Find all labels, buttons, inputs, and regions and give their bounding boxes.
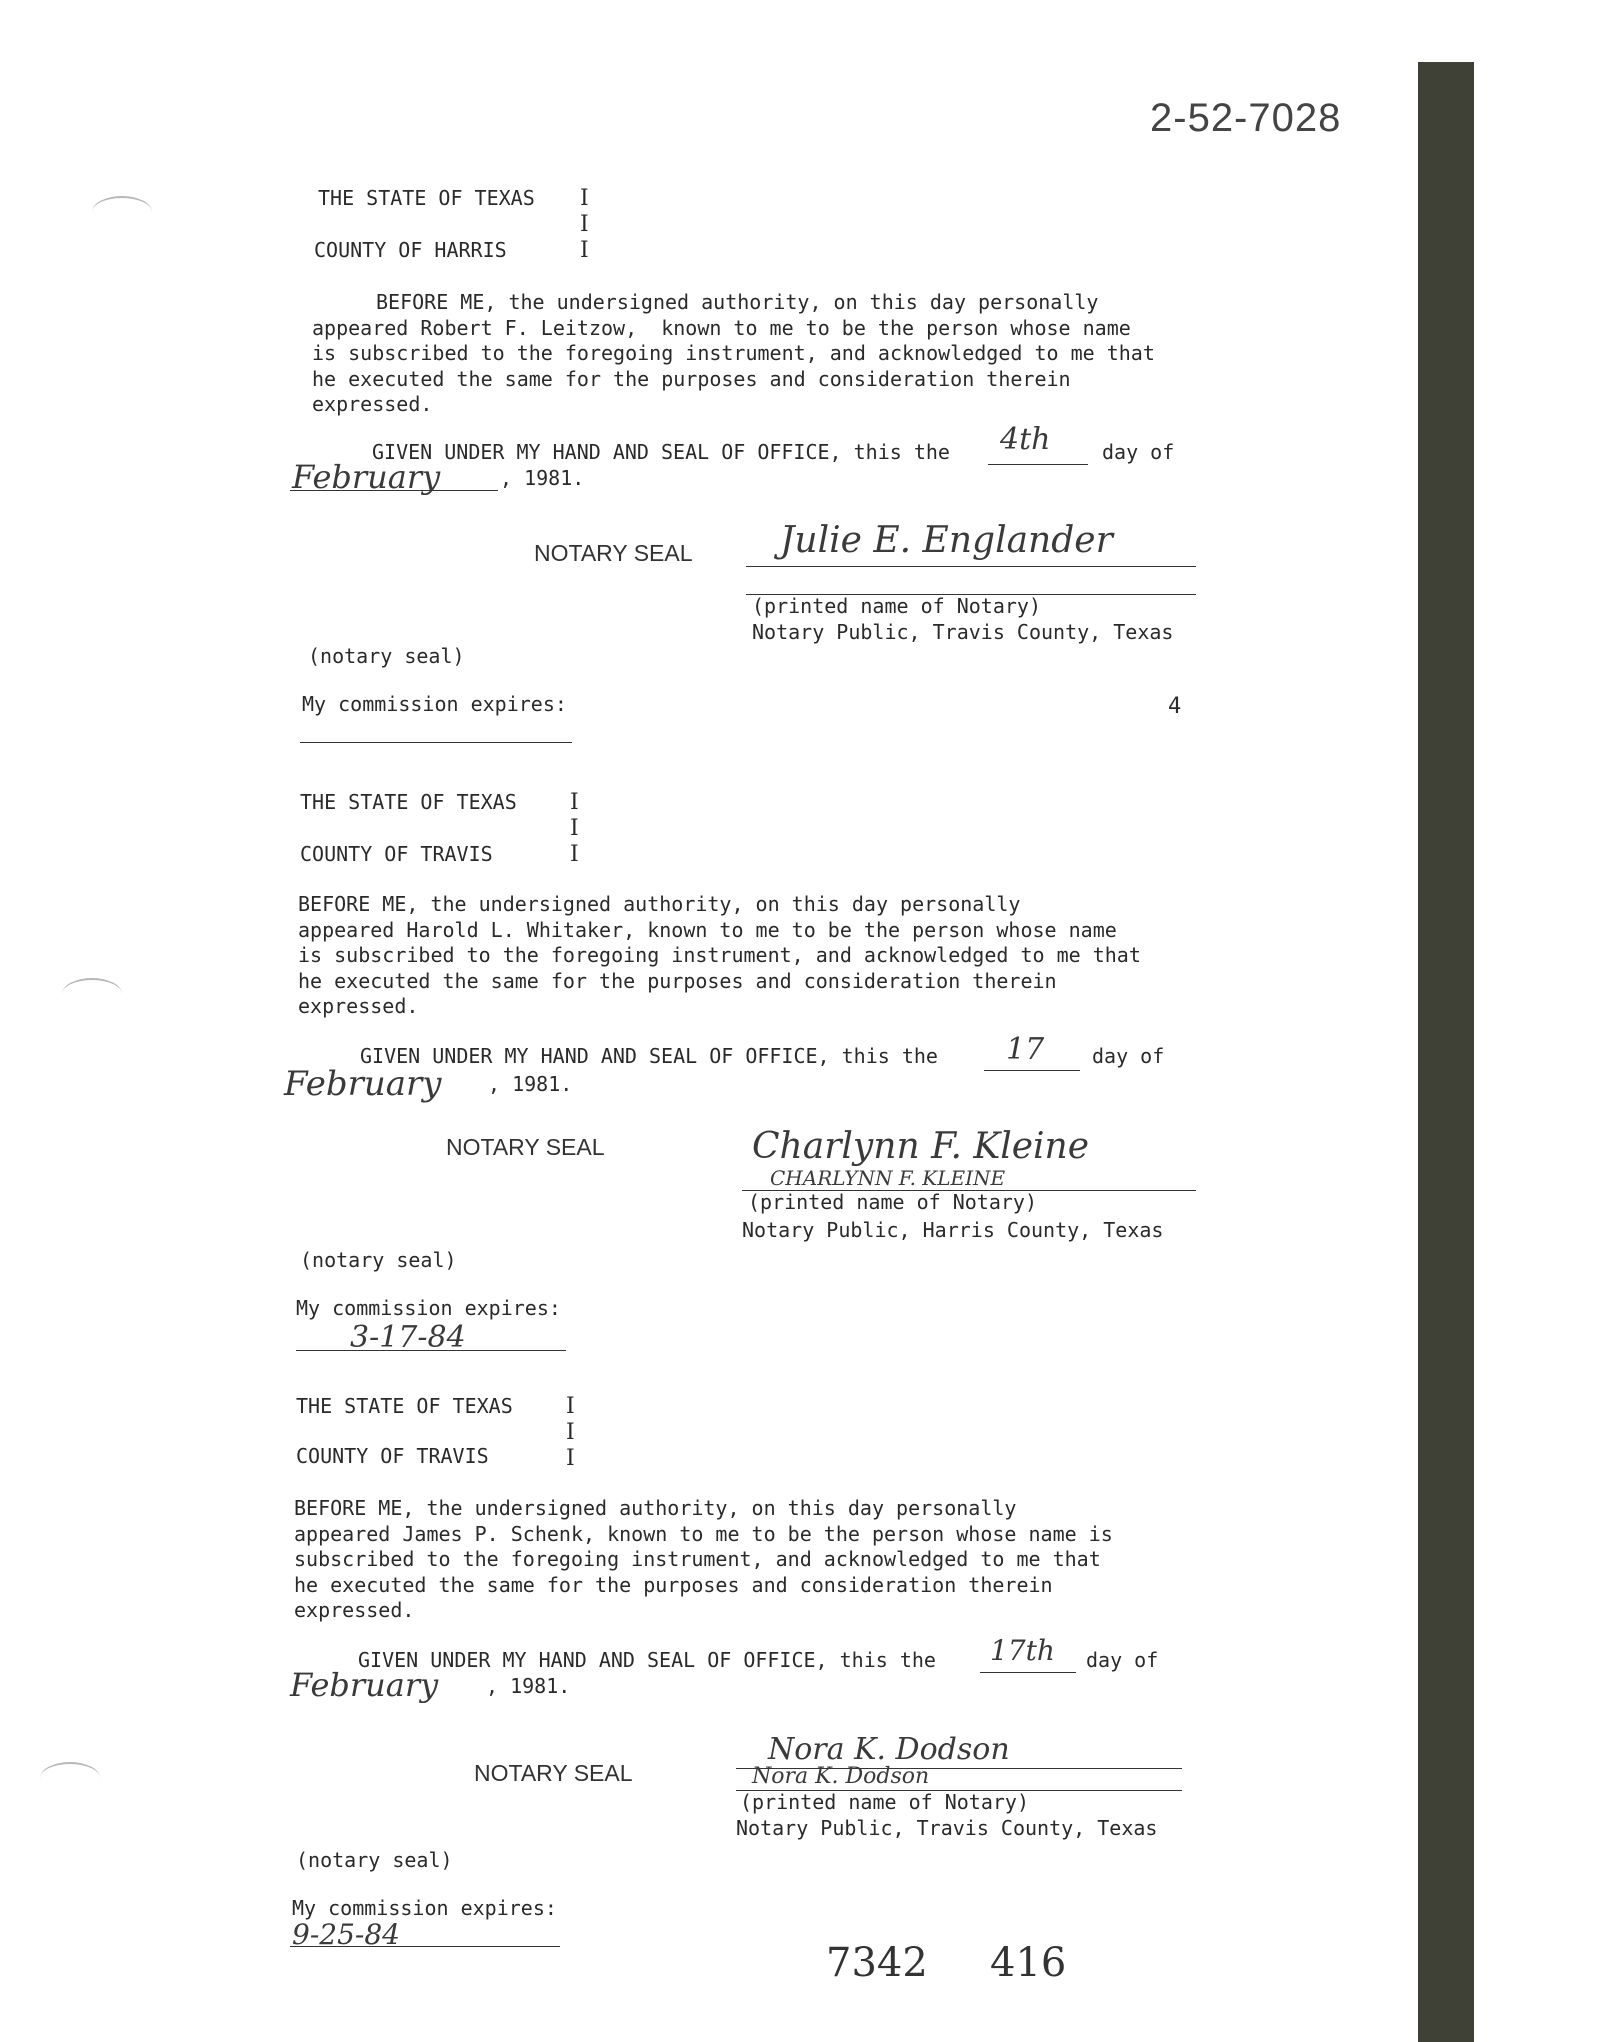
day-of-text: day of [1102, 440, 1175, 464]
month-handwritten: February [290, 1666, 439, 1704]
printed-name-caption: (printed name of Notary) [740, 1790, 1029, 1814]
commission-line [290, 1946, 560, 1947]
acknowledgment-body: BEFORE ME, the undersigned authority, on this day personally appeared Harold L. Whitaker, known to me to be the person whose name is subscribed to the foregoing instrument, and acknowledged to me that he executed the same for the purposes and consideration therein expressed. [298, 892, 1141, 1018]
bracket-mark: I [570, 790, 579, 815]
corner-mark: 4 [1168, 694, 1182, 719]
county-label: COUNTY OF TRAVIS [296, 1444, 489, 1468]
acknowledgment-section [0, 1394, 1400, 2004]
commission-label: My commission expires: [296, 1296, 561, 1320]
notary-signature: Julie E. Englander [780, 520, 1113, 561]
acknowledgment-section [0, 790, 1400, 1400]
scan-edge-band [1418, 62, 1474, 2042]
day-of-text: day of [1092, 1044, 1165, 1068]
seal-placeholder: (notary seal) [296, 1848, 453, 1872]
notary-public-county: Notary Public, Harris County, Texas [742, 1218, 1164, 1242]
bracket-mark: I [566, 1446, 575, 1471]
notary-public-county: Notary Public, Travis County, Texas [736, 1816, 1158, 1840]
notary-seal-stamp: NOTARY SEAL [446, 1134, 605, 1160]
acknowledgment-body: BEFORE ME, the undersigned authority, on this day personally appeared Robert F. Leitzow, known to me to be the person whose name is subscribed to the foregoing instrument, and acknowledged to me that he executed the same for the purposes and consideration therein expressed. [312, 290, 1155, 416]
county-label: COUNTY OF HARRIS [314, 238, 507, 262]
bracket-mark: I [580, 212, 589, 237]
commission-line [300, 742, 572, 743]
year-text: , 1981. [488, 1072, 573, 1096]
given-under-hand-text: GIVEN UNDER MY HAND AND SEAL OF OFFICE, this the [372, 440, 950, 464]
notary-signature: Charlynn F. Kleine [752, 1126, 1090, 1167]
commission-date-handwritten: 3-17-84 [350, 1320, 466, 1355]
bracket-mark: I [580, 238, 589, 263]
bracket-mark: I [566, 1420, 575, 1445]
printed-name-caption: (printed name of Notary) [748, 1190, 1037, 1214]
bracket-mark: I [580, 186, 589, 211]
commission-line [296, 1350, 566, 1351]
given-under-hand-text: GIVEN UNDER MY HAND AND SEAL OF OFFICE, this the [360, 1044, 938, 1068]
notary-seal-stamp: NOTARY SEAL [474, 1760, 633, 1786]
year-text: , 1981. [500, 466, 585, 490]
day-handwritten: 17th [990, 1634, 1055, 1667]
notary-public-county: Notary Public, Travis County, Texas [752, 620, 1174, 644]
month-handwritten: February [284, 1064, 442, 1104]
month-handwritten: February [292, 458, 441, 496]
day-line [984, 1070, 1080, 1071]
printed-name-handwritten: Nora K. Dodson [752, 1764, 930, 1789]
day-handwritten: 17 [1006, 1032, 1045, 1067]
notary-seal-stamp: NOTARY SEAL [534, 540, 693, 566]
state-label: THE STATE OF TEXAS [318, 186, 535, 210]
acknowledgment-section [0, 186, 1400, 796]
day-line [980, 1672, 1076, 1673]
seal-placeholder: (notary seal) [308, 644, 465, 668]
commission-label: My commission expires: [302, 692, 567, 716]
bracket-mark: I [566, 1394, 575, 1419]
page-number: 416 [990, 1940, 1067, 1986]
state-label: THE STATE OF TEXAS [300, 790, 517, 814]
document-number: 2-52-7028 [1150, 96, 1342, 140]
signature-line [746, 566, 1196, 567]
bracket-mark: I [570, 842, 579, 867]
commission-label: My commission expires: [292, 1896, 557, 1920]
printed-name-handwritten: CHARLYNN F. KLEINE [770, 1166, 1006, 1190]
bracket-mark: I [570, 816, 579, 841]
day-line [988, 464, 1088, 465]
year-text: , 1981. [486, 1674, 571, 1698]
printed-name-caption: (printed name of Notary) [752, 594, 1041, 618]
given-under-hand-text: GIVEN UNDER MY HAND AND SEAL OF OFFICE, this the [358, 1648, 936, 1672]
notary-signature: Nora K. Dodson [768, 1732, 1010, 1767]
commission-date-handwritten: 9-25-84 [292, 1918, 400, 1951]
seal-placeholder: (notary seal) [300, 1248, 457, 1272]
day-handwritten: 4th [1000, 422, 1051, 457]
day-of-text: day of [1086, 1648, 1159, 1672]
state-label: THE STATE OF TEXAS [296, 1394, 513, 1418]
county-label: COUNTY OF TRAVIS [300, 842, 493, 866]
acknowledgment-body: BEFORE ME, the undersigned authority, on this day personally appeared James P. Schenk, known to me to be the person whose name is subscribed to the foregoing instrument, and acknowledged to me that he executed the same for the purposes and consideration therein expressed. [294, 1496, 1113, 1622]
volume-number: 7342 [826, 1940, 928, 1986]
